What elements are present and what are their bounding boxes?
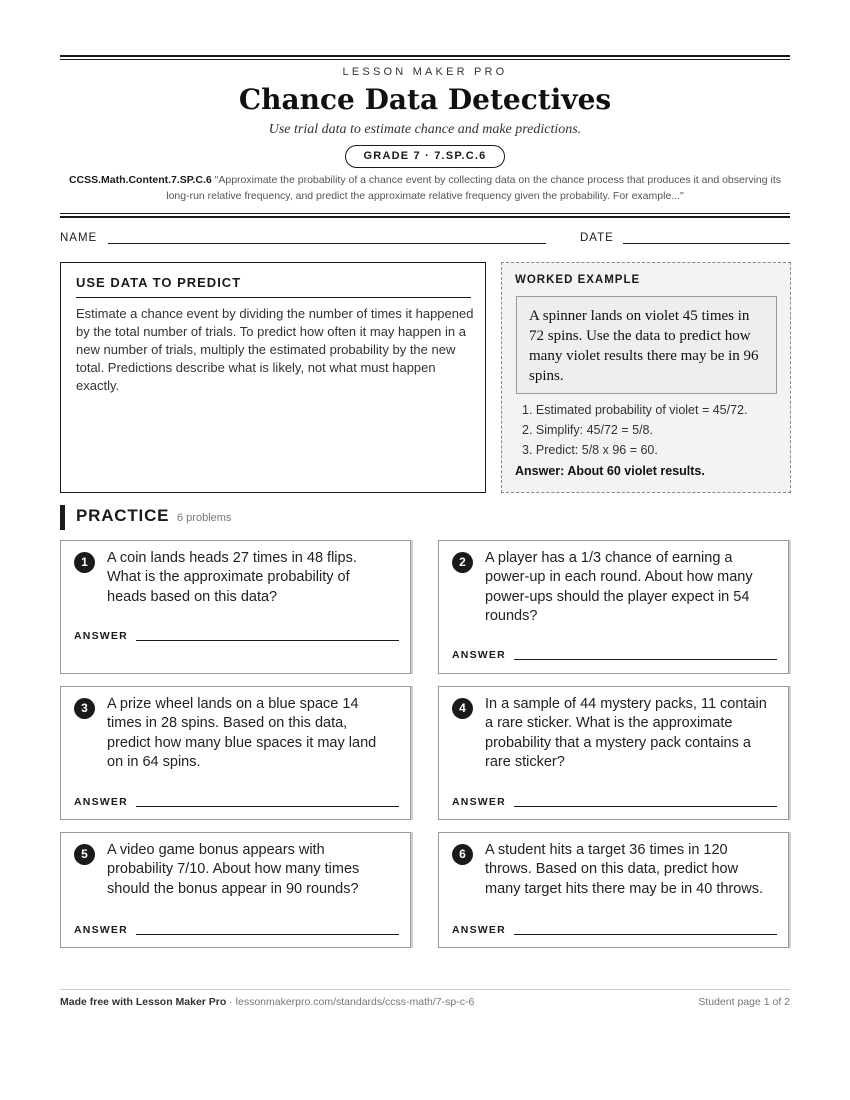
example-step: 1. Estimated probability of violet = 45/72.: [522, 403, 748, 417]
problem-line: A student hits a target 36 times in 120: [485, 842, 728, 858]
example-answer: Answer: About 60 violet results.: [515, 464, 705, 478]
info-body: Estimate a chance event by dividing the number of times it happened by the total number of trials. To predict how often it may happen in a new number of trials, multiply the estimated probability by the new total. Predictions describe what is likely, not what must happen exactly.: [76, 306, 474, 393]
problem-line: What is the approximate probability of: [107, 569, 350, 586]
grade-badge: GRADE 7 · 7.SP.C.6: [345, 145, 505, 168]
example-steps: [522, 400, 784, 460]
footer-page-number: Student page 1 of 2: [698, 996, 790, 1008]
practice-count: 6 problems: [177, 512, 232, 524]
example-step: 2. Simplify: 45/72 = 5/8.: [522, 423, 653, 437]
problem-line: power-ups should the player expect in 54: [485, 588, 750, 605]
date-field[interactable]: [623, 243, 790, 244]
answer-label: ANSWER: [74, 796, 128, 808]
worksheet-title: Chance Data Detectives: [238, 83, 612, 116]
problem-card-5: [60, 832, 411, 948]
answer-field-3[interactable]: [136, 806, 399, 807]
problem-line: a rare sticker. What is the approximate: [485, 715, 733, 732]
info-heading-underline: [76, 297, 471, 298]
answer-label: ANSWER: [74, 924, 128, 936]
name-label: NAME: [60, 232, 98, 244]
standard-text: "Approximate the probability of a chance event by collecting data on the chance process that produces it and observing its long-run relative frequency, and predict the approximate relative frequency given the probability. For example...": [166, 174, 782, 202]
problem-number-badge: 1: [74, 552, 95, 573]
practice-heading: PRACTICE: [76, 506, 170, 525]
footer-credit: [60, 996, 474, 1008]
problem-number-badge: 4: [452, 698, 473, 719]
name-field[interactable]: [108, 243, 546, 244]
problem-card-2: [438, 540, 789, 674]
problem-line: heads based on this data?: [107, 588, 278, 605]
problem-number-badge: 2: [452, 552, 473, 573]
example-problem: A spinner lands on violet 45 times in 72 spins. Use the data to predict how many violet results there may be in 96 spins.: [516, 296, 777, 394]
footer-url[interactable]: · lessonmakerpro.com/standards/ccss-math/7-sp-c-6: [226, 996, 475, 1008]
problem-card-4: [438, 686, 789, 820]
date-label: DATE: [580, 232, 614, 244]
problem-line: In a sample of 44 mystery packs, 11 contain: [485, 696, 767, 712]
answer-field-2[interactable]: [514, 659, 777, 660]
footer-made-with: Made free with Lesson Maker Pro: [60, 996, 227, 1008]
problem-line: predict how many blue spaces it may land: [107, 734, 377, 751]
top-double-rule-inner: [60, 59, 790, 60]
answer-label: ANSWER: [452, 924, 506, 936]
problem-text: [107, 695, 376, 772]
practice-accent-bar: [60, 505, 65, 530]
problem-line: A coin lands heads 27 times in 48 flips.: [107, 550, 357, 566]
problem-line: on in 64 spins.: [107, 753, 201, 770]
problem-line: many target hits there may be in 40 throws.: [485, 880, 764, 897]
use-data-to-predict-box: [60, 262, 486, 493]
header-bottom-rule: [60, 213, 790, 214]
worked-example-box: [501, 262, 791, 493]
info-heading: USE DATA TO PREDICT: [76, 275, 242, 290]
problem-text: [485, 841, 763, 899]
answer-field-5[interactable]: [136, 934, 399, 935]
problem-number-badge: 5: [74, 844, 95, 865]
problem-line: rounds?: [485, 607, 538, 624]
problem-number-badge: 6: [452, 844, 473, 865]
top-double-rule: [60, 55, 790, 57]
problem-card-3: [60, 686, 411, 820]
problem-text: [107, 549, 357, 607]
header-bottom-rule-thick: [60, 216, 790, 218]
problem-line: A player has a 1/3 chance of earning a: [485, 550, 733, 566]
problem-line: probability 7/10. About how many times: [107, 861, 360, 878]
problem-text: [485, 695, 767, 772]
problem-card-1: [60, 540, 411, 674]
problem-number-badge: 3: [74, 698, 95, 719]
problem-line: should the bonus appear in 90 rounds?: [107, 880, 359, 897]
standard-code: CCSS.Math.Content.7.SP.C.6: [68, 174, 212, 186]
problem-line: A prize wheel lands on a blue space 14: [107, 696, 359, 712]
answer-label: ANSWER: [452, 649, 506, 661]
problem-text: [107, 841, 359, 899]
problem-line: probability that a mystery pack contains a: [485, 734, 751, 751]
problem-line: throws. Based on this data, predict how: [485, 861, 739, 878]
standard-description: [66, 173, 784, 204]
answer-field-1[interactable]: [136, 640, 399, 641]
example-step: 3. Predict: 5/8 x 96 = 60.: [522, 443, 658, 457]
answer-field-4[interactable]: [514, 806, 777, 807]
problem-line: A video game bonus appears with: [107, 842, 325, 858]
example-heading: WORKED EXAMPLE: [515, 274, 641, 286]
problem-text: [485, 549, 753, 626]
problem-line: power-up in each round. About how many: [485, 569, 753, 586]
worksheet-subtitle: Use trial data to estimate chance and make predictions.: [268, 122, 582, 137]
answer-field-6[interactable]: [514, 934, 777, 935]
answer-label: ANSWER: [452, 796, 506, 808]
answer-label: ANSWER: [74, 630, 128, 642]
problem-line: times in 28 spins. Based on this data,: [107, 715, 348, 732]
brand-name: LESSON MAKER PRO: [342, 66, 508, 78]
footer-rule: [60, 989, 790, 990]
problem-line: rare sticker?: [485, 753, 565, 770]
problem-card-6: [438, 832, 789, 948]
